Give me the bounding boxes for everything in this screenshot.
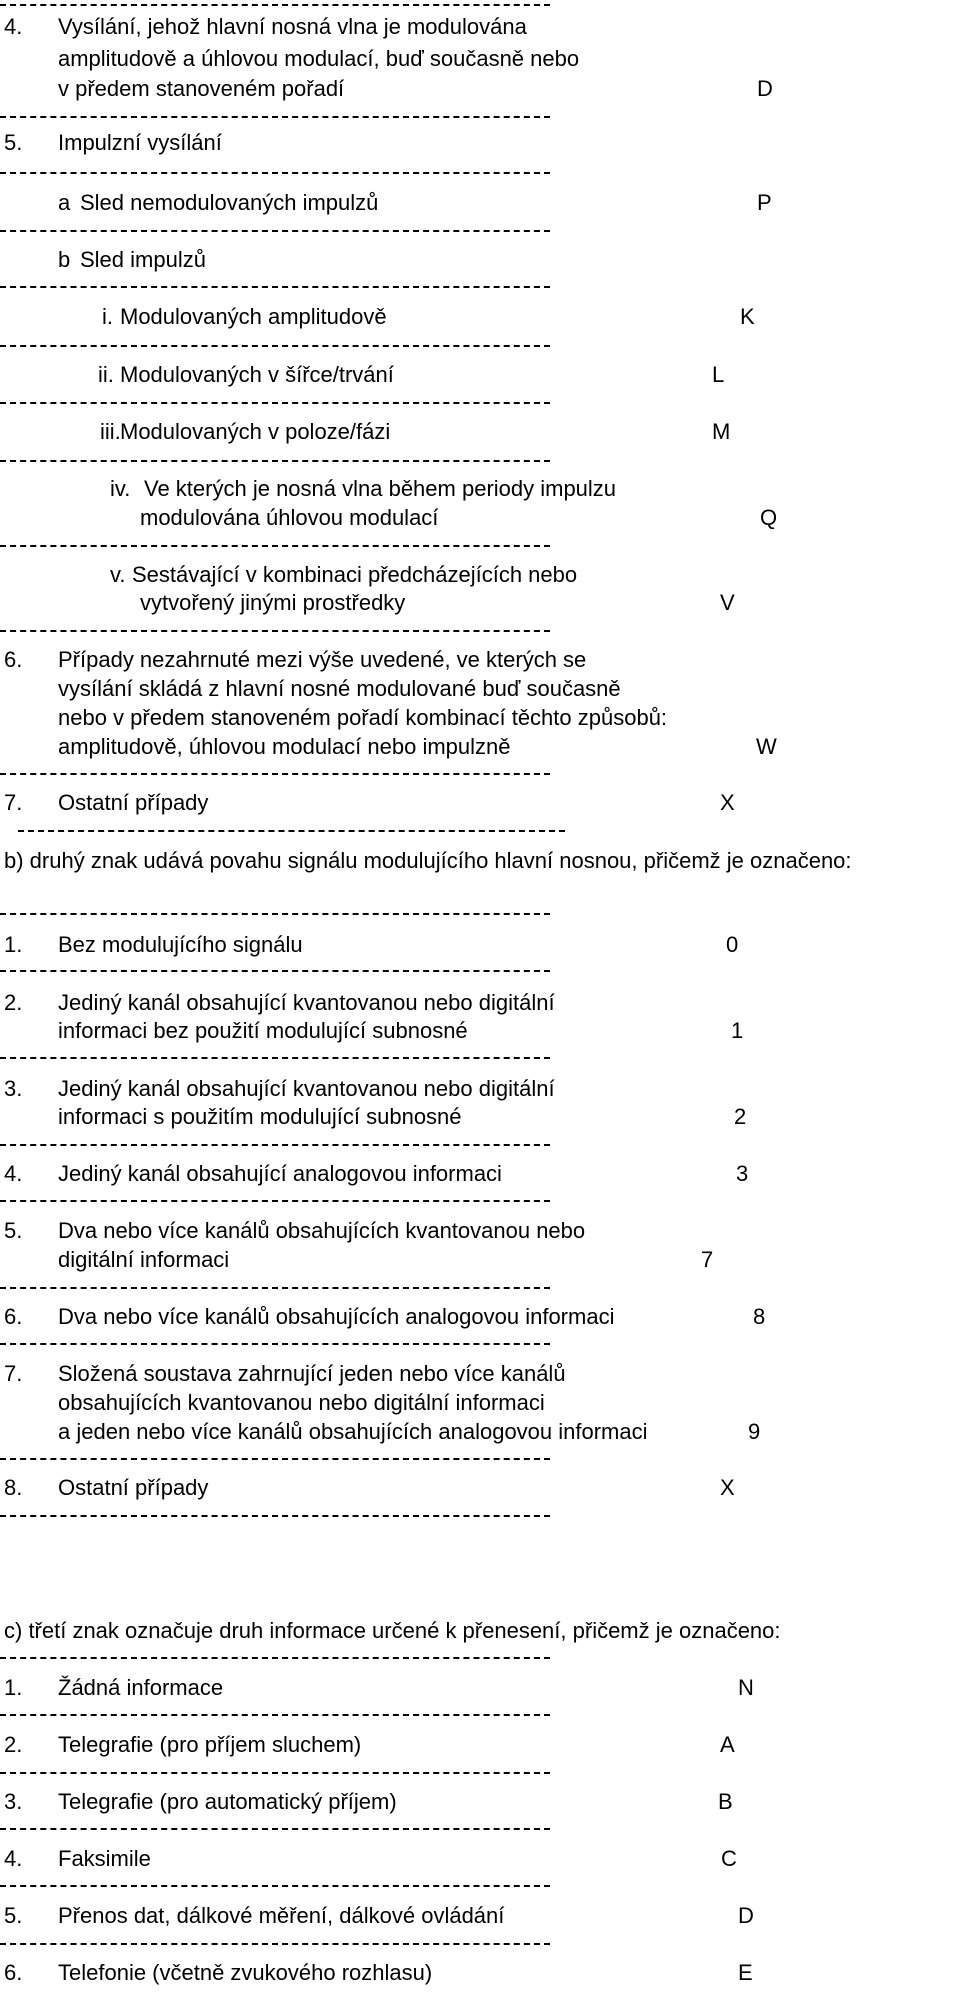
section-heading: b) druhý znak udává povahu signálu modulujícího hlavní nosnou, přičemž je označeno: xyxy=(4,848,852,873)
separator xyxy=(0,1515,550,1517)
separator xyxy=(0,1885,550,1887)
separator xyxy=(0,4,550,6)
item-code: 0 xyxy=(726,932,739,957)
item-code: A xyxy=(720,1732,735,1757)
separator xyxy=(0,1657,550,1659)
item-roman: i. xyxy=(102,304,113,329)
item-number: 5. xyxy=(4,130,23,155)
item-code: D xyxy=(757,76,773,101)
separator xyxy=(0,286,550,288)
item-text: Bez modulujícího signálu xyxy=(58,932,303,957)
separator xyxy=(0,1828,550,1830)
separator xyxy=(0,630,550,632)
item-text: Přenos dat, dálkové měření, dálkové ovládání xyxy=(58,1903,505,1928)
item-number: 2. xyxy=(4,1732,23,1757)
separator xyxy=(0,545,550,547)
item-text: Složená soustava zahrnující jeden nebo více kanálů xyxy=(58,1361,566,1386)
separator xyxy=(0,1287,550,1289)
item-text: Ve kterých je nosná vlna během periody impulzu xyxy=(144,476,617,501)
section-heading: c) třetí znak označuje druh informace určené k přenesení, přičemž je označeno: xyxy=(4,1618,781,1643)
item-code: X xyxy=(720,790,735,815)
item-text: obsahujících kvantovanou nebo digitální informaci xyxy=(58,1390,545,1415)
item-text: Modulovaných v poloze/fázi xyxy=(120,419,391,444)
item-number: 5. xyxy=(4,1218,23,1243)
item-number: 4. xyxy=(4,1846,23,1871)
separator xyxy=(0,345,550,347)
item-number: 3. xyxy=(4,1789,23,1814)
item-text: v předem stanoveném pořadí xyxy=(58,76,345,101)
item-text: Ostatní případy xyxy=(58,790,209,815)
item-code: L xyxy=(712,362,725,387)
item-code: V xyxy=(720,590,735,615)
separator xyxy=(0,172,550,174)
separator xyxy=(0,230,550,232)
separator xyxy=(0,1144,550,1146)
item-code: P xyxy=(757,190,772,215)
item-number: 6. xyxy=(4,1304,23,1329)
item-text: Jediný kanál obsahující kvantovanou nebo digitální xyxy=(58,1076,555,1101)
separator xyxy=(0,1057,550,1059)
item-roman: iv. xyxy=(110,476,131,501)
item-code: 7 xyxy=(701,1247,714,1272)
item-text: nebo v předem stanoveném pořadí kombinací těchto způsobů: xyxy=(58,705,668,730)
item-text: Sestávající v kombinaci předcházejících nebo xyxy=(132,562,578,587)
item-number: 8. xyxy=(4,1475,23,1500)
item-text: a jeden nebo více kanálů obsahujících analogovou informaci xyxy=(58,1419,648,1444)
item-code: W xyxy=(756,734,777,759)
separator xyxy=(0,913,550,915)
item-text: Sled impulzů xyxy=(80,247,206,272)
separator xyxy=(0,1458,550,1460)
item-number: 6. xyxy=(4,647,23,672)
separator xyxy=(0,1714,550,1716)
separator xyxy=(0,1943,550,1945)
item-letter: b xyxy=(58,247,71,272)
item-text: Telegrafie (pro automatický příjem) xyxy=(58,1789,397,1814)
item-text: informaci s použitím modulující subnosné xyxy=(58,1104,462,1129)
item-text: Telefonie (včetně zvukového rozhlasu) xyxy=(58,1960,433,1985)
item-text: Impulzní vysílání xyxy=(58,130,222,155)
item-code: C xyxy=(721,1846,737,1871)
item-code: N xyxy=(738,1675,754,1700)
item-letter: a xyxy=(58,190,71,215)
item-number: 7. xyxy=(4,1361,23,1386)
item-number: 3. xyxy=(4,1076,23,1101)
item-code: E xyxy=(738,1960,753,1985)
separator xyxy=(0,1772,550,1774)
item-text: Vysílání, jehož hlavní nosná vlna je modulována xyxy=(58,14,527,39)
item-code: Q xyxy=(760,505,778,530)
item-roman: v. xyxy=(110,562,126,587)
item-code: 1 xyxy=(731,1018,744,1043)
item-code: K xyxy=(740,304,755,329)
item-number: 1. xyxy=(4,932,23,957)
separator xyxy=(0,773,550,775)
item-number: 7. xyxy=(4,790,23,815)
item-text: Žádná informace xyxy=(58,1675,224,1700)
item-text: Modulovaných amplitudově xyxy=(120,304,387,329)
separator xyxy=(18,830,565,832)
item-text: vysílání skládá z hlavní nosné modulované buď současně xyxy=(58,676,621,701)
item-text: Jediný kanál obsahující analogovou informaci xyxy=(58,1161,502,1186)
item-roman: iii. xyxy=(100,419,121,444)
item-code: B xyxy=(718,1789,733,1814)
item-text: amplitudově a úhlovou modulací, buď současně nebo xyxy=(58,46,580,71)
item-number: 4. xyxy=(4,14,23,39)
item-text: informaci bez použití modulující subnosné xyxy=(58,1018,468,1043)
item-code: D xyxy=(738,1903,754,1928)
item-text: digitální informaci xyxy=(58,1247,230,1272)
item-code: 3 xyxy=(736,1161,749,1186)
item-text: Případy nezahrnuté mezi výše uvedené, ve kterých se xyxy=(58,647,587,672)
item-text: modulována úhlovou modulací xyxy=(140,505,439,530)
separator xyxy=(0,402,550,404)
item-text: Dva nebo více kanálů obsahujících analogovou informaci xyxy=(58,1304,615,1329)
item-text: Dva nebo více kanálů obsahujících kvantovanou nebo xyxy=(58,1218,586,1243)
separator xyxy=(0,970,550,972)
separator xyxy=(0,116,550,118)
item-number: 5. xyxy=(4,1903,23,1928)
item-text: Modulovaných v šířce/trvání xyxy=(120,362,394,387)
item-number: 6. xyxy=(4,1960,23,1985)
item-number: 2. xyxy=(4,990,23,1015)
item-text: Sled nemodulovaných impulzů xyxy=(80,190,379,215)
item-text: amplitudově, úhlovou modulací nebo impulzně xyxy=(58,734,511,759)
item-text: Faksimile xyxy=(58,1846,151,1871)
separator xyxy=(0,1343,550,1345)
item-code: 9 xyxy=(748,1419,761,1444)
item-text: vytvořený jinými prostředky xyxy=(140,590,406,615)
item-roman: ii. xyxy=(98,362,114,387)
item-number: 4. xyxy=(4,1161,23,1186)
item-code: 8 xyxy=(753,1304,766,1329)
item-code: 2 xyxy=(734,1104,747,1129)
item-text: Jediný kanál obsahující kvantovanou nebo digitální xyxy=(58,990,555,1015)
item-text: Telegrafie (pro příjem sluchem) xyxy=(58,1732,362,1757)
separator xyxy=(0,1200,550,1202)
item-code: X xyxy=(720,1475,735,1500)
item-code: M xyxy=(712,419,731,444)
item-number: 1. xyxy=(4,1675,23,1700)
separator xyxy=(0,460,550,462)
item-text: Ostatní případy xyxy=(58,1475,209,1500)
